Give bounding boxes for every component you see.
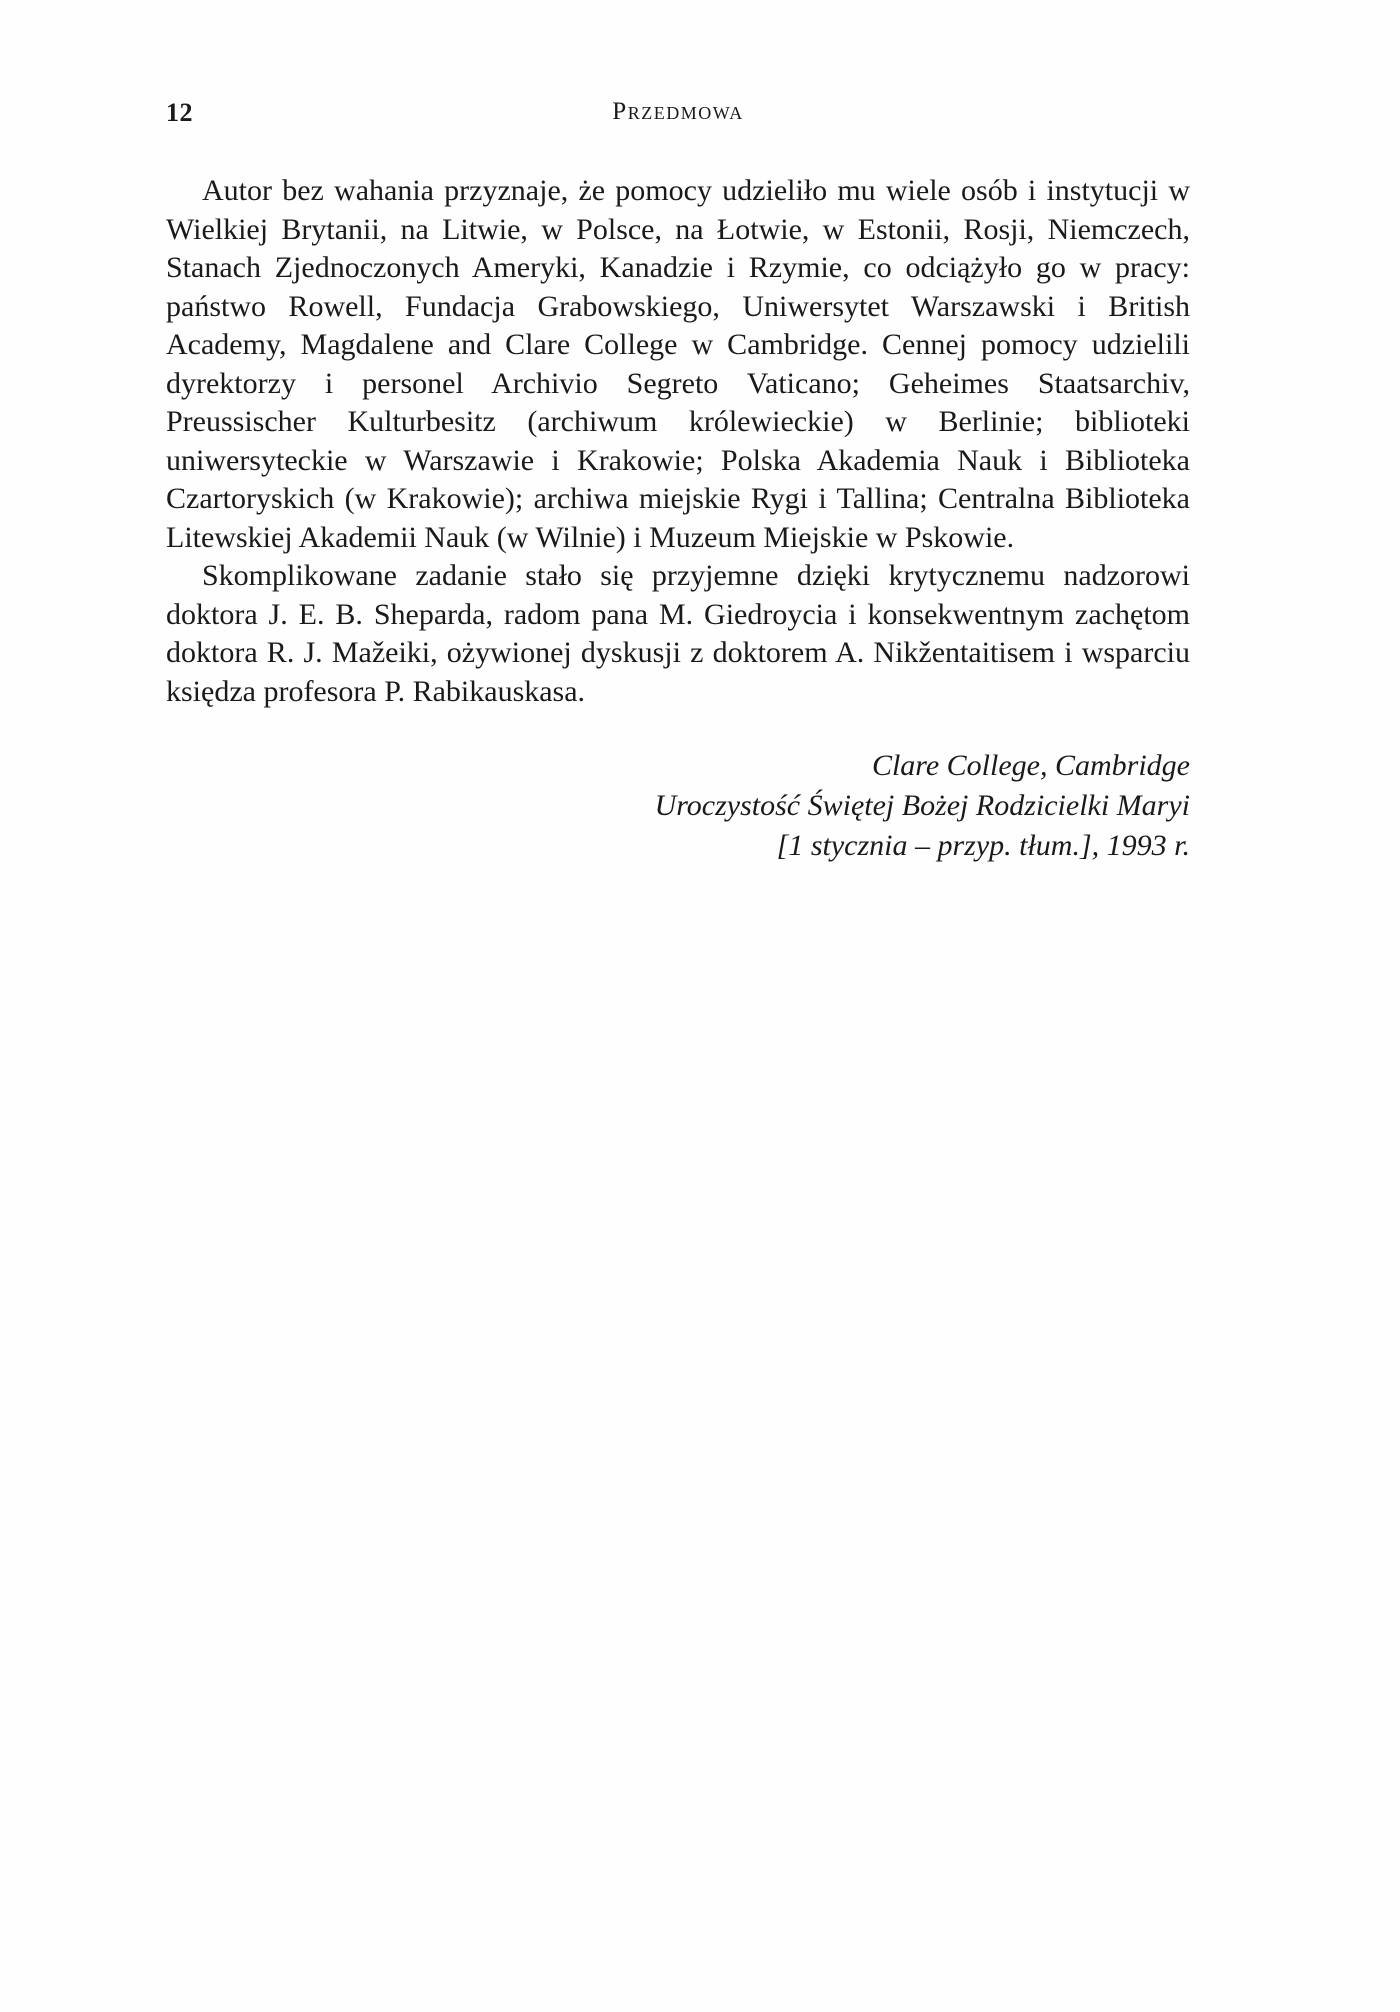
page-number: 12: [166, 98, 193, 127]
paragraph-thanks: Skomplikowane zadanie stało się przyjemne dzięki krytycznemu nadzorowi doktora J. E. B. Sheparda, radom pana M. Giedroycia i konsekwentnym zachętom doktora R. J. Mažeiki, ożywionej dyskusji z doktorem A. Nikžentaitisem i wsparciu księdza profesora P. Rabikauskasa.: [166, 559, 1190, 708]
paragraph-acknowledgements: Autor bez wahania przyznaje, że pomocy udzieliło mu wiele osób i instytucji w Wielkiej Brytanii, na Litwie, w Polsce, na Łotwie, w Estonii, Rosji, Niemczech, Stanach Zjednoczonych Ameryki, Kanadzie i Rzymie, co odciążyło go w pracy: państwo Rowell, Fundacja Grabowskiego, Uniwersytet Warszawski i British Academy, Magdalene and Clare College w Cambridge. Cennej pomocy udzielili dyrektorzy i personel Archivio Segreto Vaticano; Geheimes Staatsarchiv, Preussischer Kulturbesitz (archiwum królewieckie) w Berlinie; biblioteki uniwersyteckie w Warszawie i Krakowie; Polska Akademia Nauk i Biblioteka Czartoryskich (w Krakowie); archiwa miejskie Rygi i Tallina; Centralna Biblioteka Litewskiej Akademii Nauk (w Wilnie) i Muzeum Miejskie w Pskowie.: [166, 174, 1190, 554]
signature-block: [166, 746, 1190, 866]
running-head: [166, 98, 1190, 138]
body-text: [166, 172, 1190, 711]
signature-feast: Uroczystość Świętej Bożej Rodzicielki Maryi: [654, 789, 1190, 822]
signature-place: Clare College, Cambridge: [871, 749, 1190, 782]
signature-date: [1 stycznia – przyp. tłum.], 1993 r.: [776, 829, 1190, 862]
chapter-title: Przedmowa: [612, 98, 744, 125]
